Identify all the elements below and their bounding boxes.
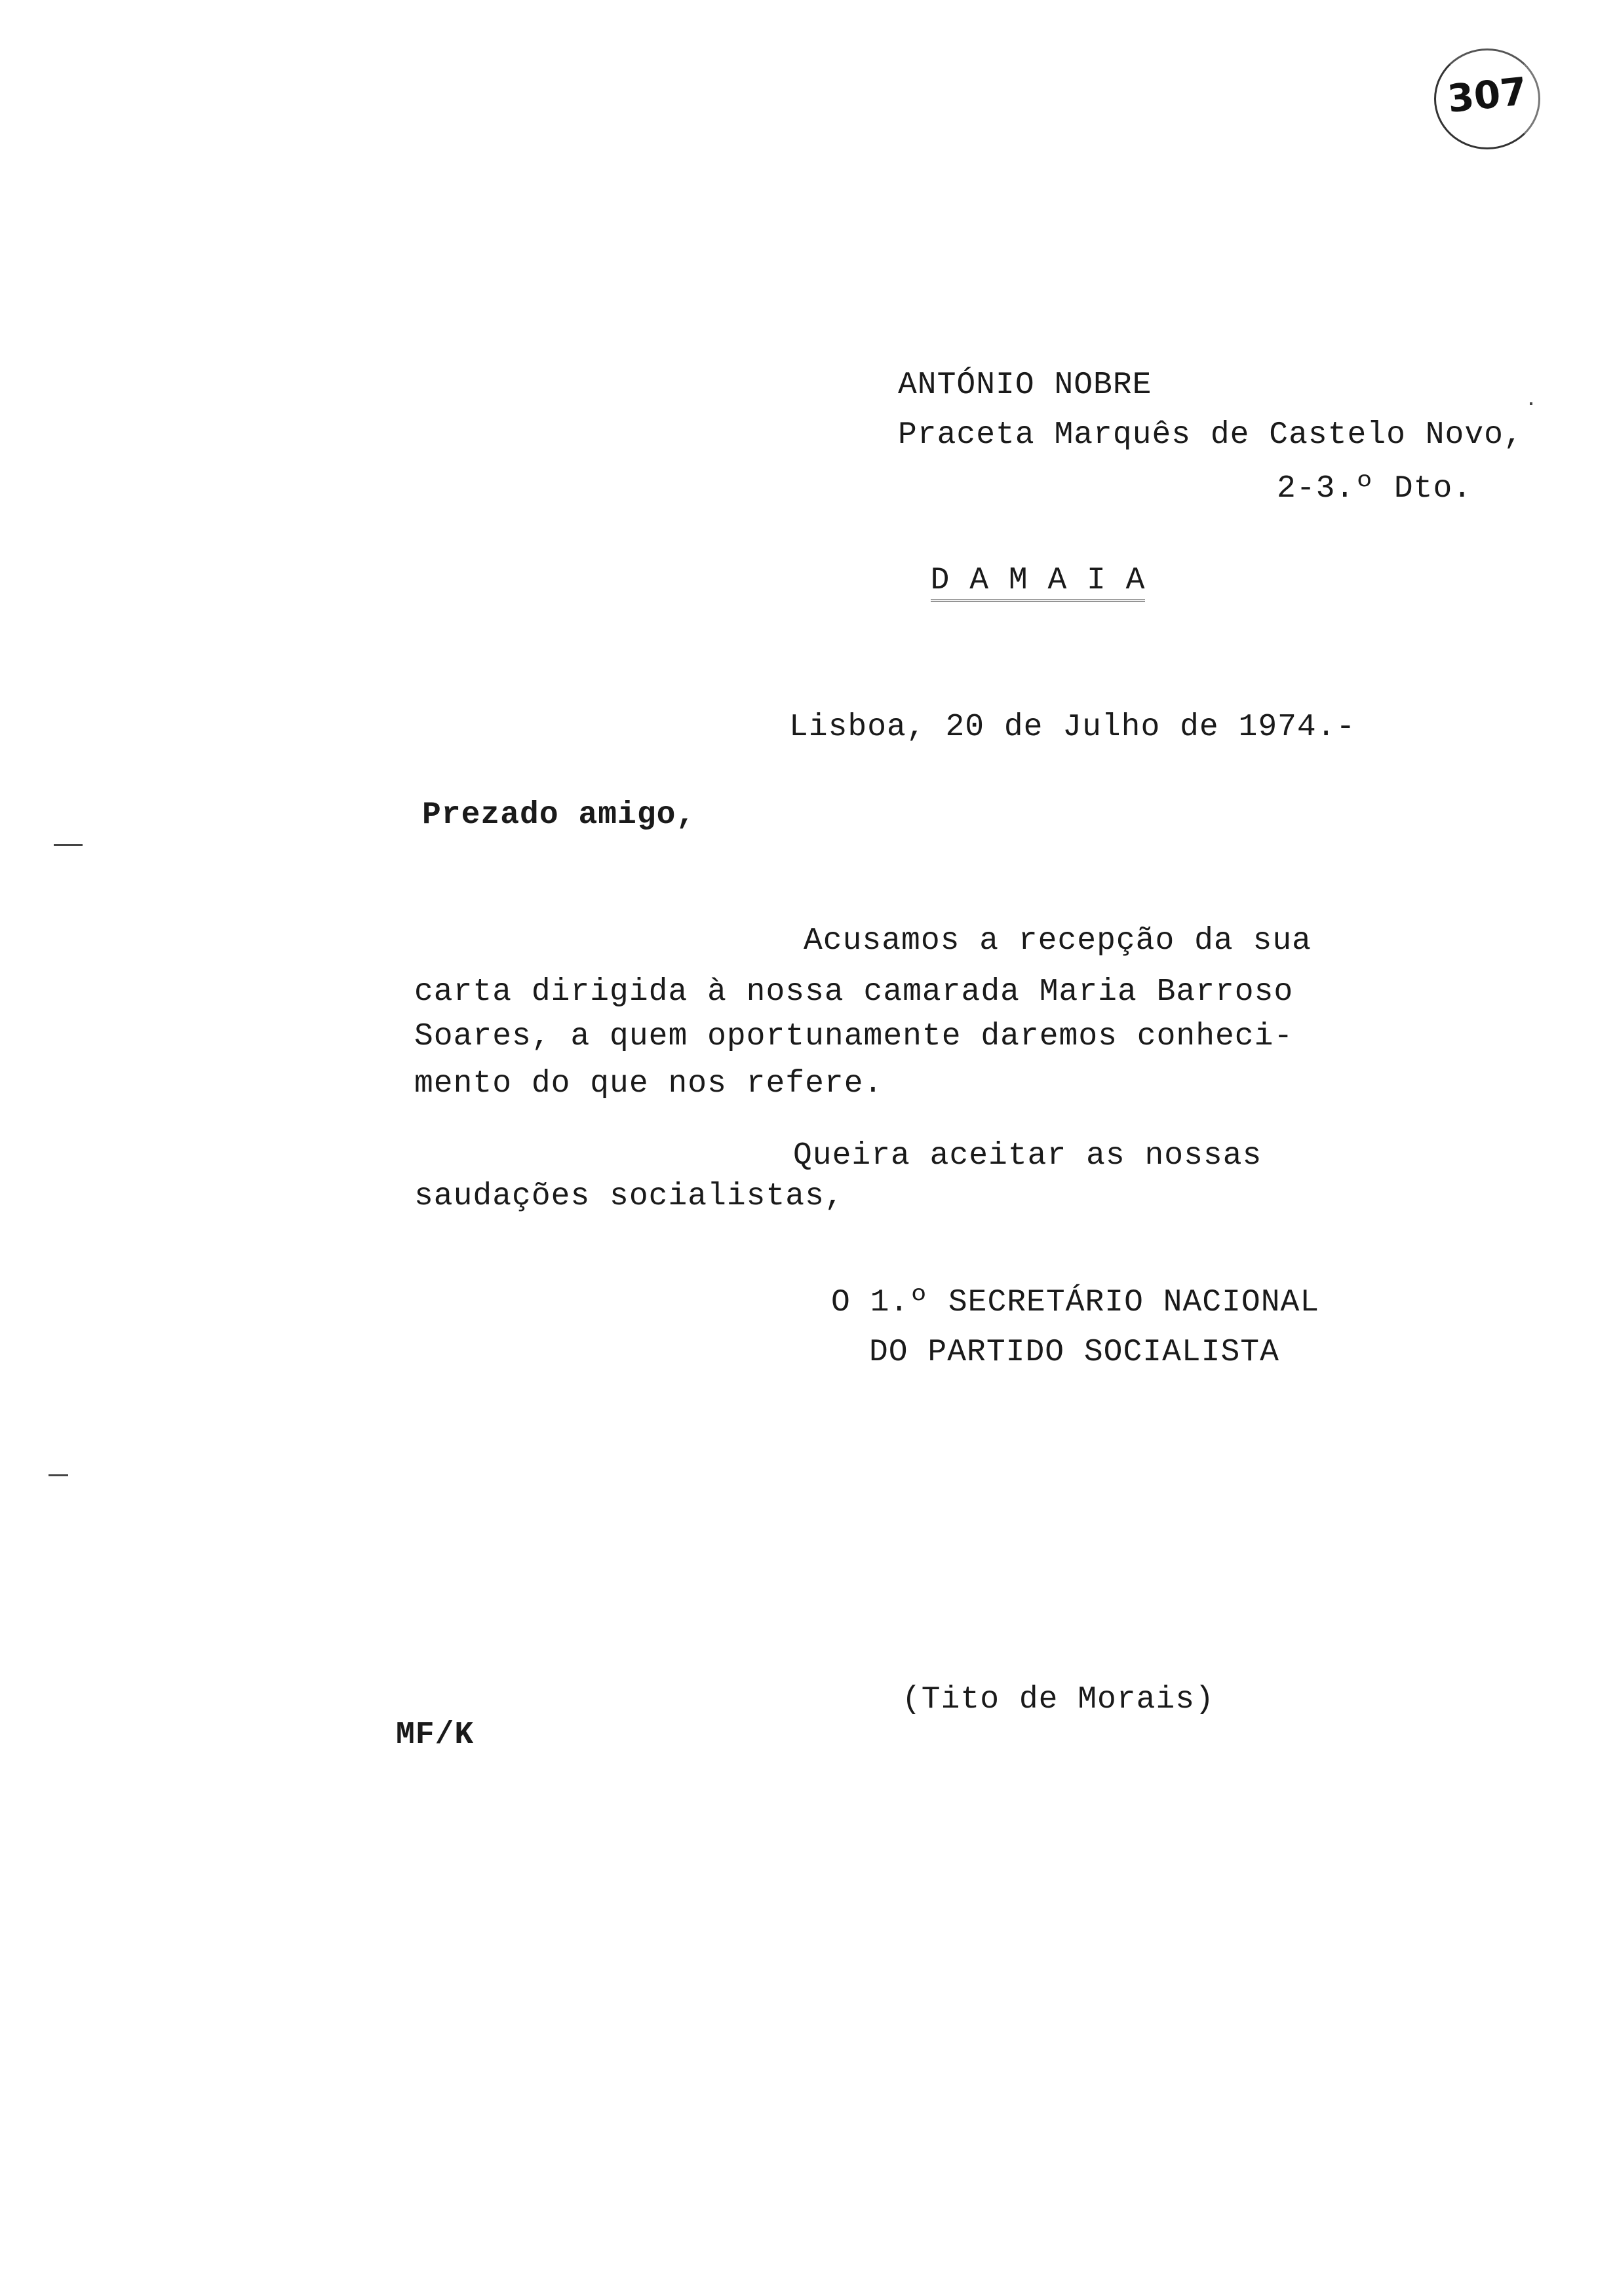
body-line: mento do que nos refere. <box>414 1066 884 1101</box>
page-number-stamp <box>1434 48 1540 149</box>
body-line: Queira aceitar as nossas <box>793 1138 1262 1174</box>
signatory-name: (Tito de Morais) <box>902 1682 1215 1717</box>
recipient-city <box>891 510 1145 604</box>
date-line: Lisboa, 20 de Julho de 1974.- <box>789 710 1356 745</box>
body-line: Soares, a quem oportunamente daremos conheci- <box>414 1019 1294 1054</box>
recipient-name: ANTÓNIO NOBRE <box>898 368 1152 403</box>
body-line: carta dirigida à nossa camarada Maria Barroso <box>414 974 1294 1010</box>
scan-mark <box>49 1474 68 1476</box>
recipient-street: Praceta Marquês de Castelo Novo, <box>898 417 1523 453</box>
page-number: 307 <box>1445 68 1529 122</box>
signatory-title-line1: O 1.º SECRETÁRIO NACIONAL <box>831 1285 1320 1320</box>
salutation: Prezado amigo, <box>422 797 696 833</box>
body-line: Acusamos a recepção da sua <box>804 923 1312 959</box>
scan-mark <box>54 844 83 846</box>
body-line: saudações socialistas, <box>414 1179 844 1214</box>
recipient-unit: 2-3.º Dto. <box>1277 471 1473 507</box>
recipient-city-text: D A M A I A <box>931 563 1146 602</box>
scan-mark <box>1530 402 1532 405</box>
reference-initials: MF/K <box>396 1717 475 1753</box>
signatory-title-line2: DO PARTIDO SOCIALISTA <box>869 1335 1279 1370</box>
